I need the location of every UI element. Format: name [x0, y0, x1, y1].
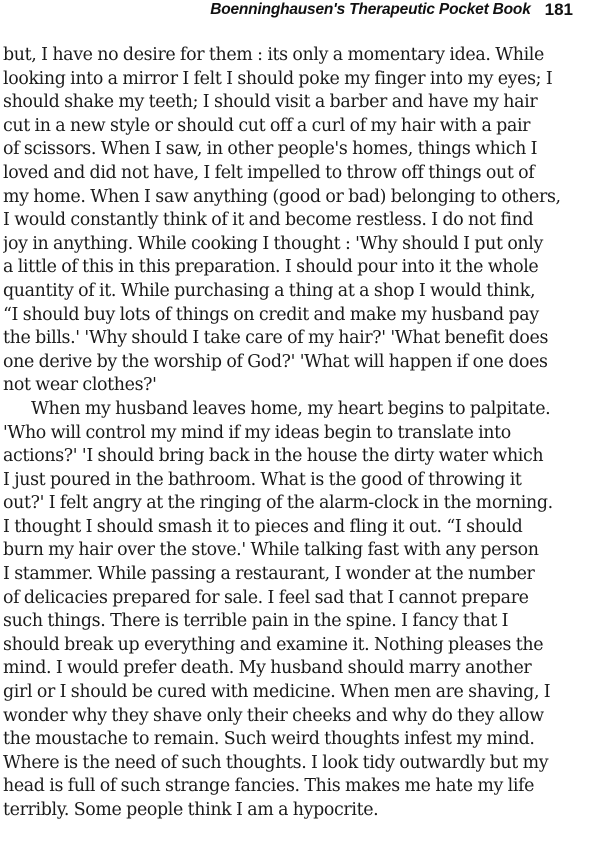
text-line: head is full of such strange fancies. This makes me hate my life — [3, 776, 535, 797]
text-line: burn my hair over the stove.' While talking fast with any person — [3, 540, 539, 561]
text-line: mind. I would prefer death. My husband should marry another — [3, 658, 532, 679]
text-line: I thought I should smash it to pieces and fling it out. “I should — [3, 516, 523, 537]
paragraph-start-line: When my husband leaves home, my heart begins to palpitate. — [31, 398, 551, 419]
text-line: cut in a new style or should cut off a curl of my hair with a pair — [3, 115, 531, 136]
text-line: quantity of it. While purchasing a thing at a shop I would think, — [3, 280, 536, 301]
text-line: a little of this in this preparation. I should pour into it the whole — [3, 257, 539, 278]
text-line: wonder why they shave only their cheeks and why do they allow — [3, 705, 544, 726]
text-line: joy in anything. While cooking I thought : 'Why should I put only — [3, 233, 543, 254]
text-line: 'Who will control my mind if my ideas begin to translate into — [3, 422, 511, 443]
text-line: of scissors. When I saw, in other people's homes, things which I — [3, 139, 538, 160]
text-line: should break up everything and examine it. Nothing pleases the — [3, 634, 544, 655]
text-line: actions?' 'I should bring back in the house the dirty water which — [3, 446, 544, 467]
text-line: loved and did not have, I felt impelled to throw off things out of — [3, 162, 535, 183]
text-line: my home. When I saw anything (good or bad) belonging to others, — [3, 186, 561, 207]
text-line: such things. There is terrible pain in the spine. I fancy that I — [3, 611, 509, 632]
text-line: the bills.' 'Why should I take care of my hair?' 'What benefit does — [3, 328, 549, 349]
text-line: Where is the need of such thoughts. I look tidy outwardly but my — [3, 752, 549, 773]
running-header — [210, 0, 573, 24]
text-line: I just poured in the bathroom. What is the good of throwing it — [3, 469, 522, 490]
text-line: I would constantly think of it and become restless. I do not find — [3, 210, 534, 231]
text-line: of delicacies prepared for sale. I feel sad that I cannot prepare — [3, 587, 529, 608]
body-text — [3, 44, 598, 823]
text-line: but, I have no desire for them : its only a momentary idea. While — [3, 45, 544, 65]
text-line: not wear clothes?' — [3, 375, 157, 396]
header-title: Boenninghausen's Therapeutic Pocket Book — [210, 1, 531, 18]
text-line: looking into a mirror I felt I should poke my finger into my eyes; I — [3, 68, 553, 89]
text-line: should shake my teeth; I should visit a barber and have my hair — [3, 92, 538, 113]
text-line: girl or I should be cured with medicine. When men are shaving, I — [3, 682, 551, 703]
page-number: 181 — [544, 0, 573, 19]
text-line: out?' I felt angry at the ringing of the alarm-clock in the morning. — [3, 493, 553, 514]
text-line: the moustache to remain. Such weird thoughts infest my mind. — [3, 729, 535, 750]
text-line: “I should buy lots of things on credit and make my husband pay — [3, 304, 539, 325]
text-line: terribly. Some people think I am a hypocrite. — [3, 800, 379, 820]
text-line: one derive by the worship of God?' 'What will happen if one does — [3, 351, 548, 372]
text-line: I stammer. While passing a restaurant, I wonder at the number — [3, 564, 535, 585]
